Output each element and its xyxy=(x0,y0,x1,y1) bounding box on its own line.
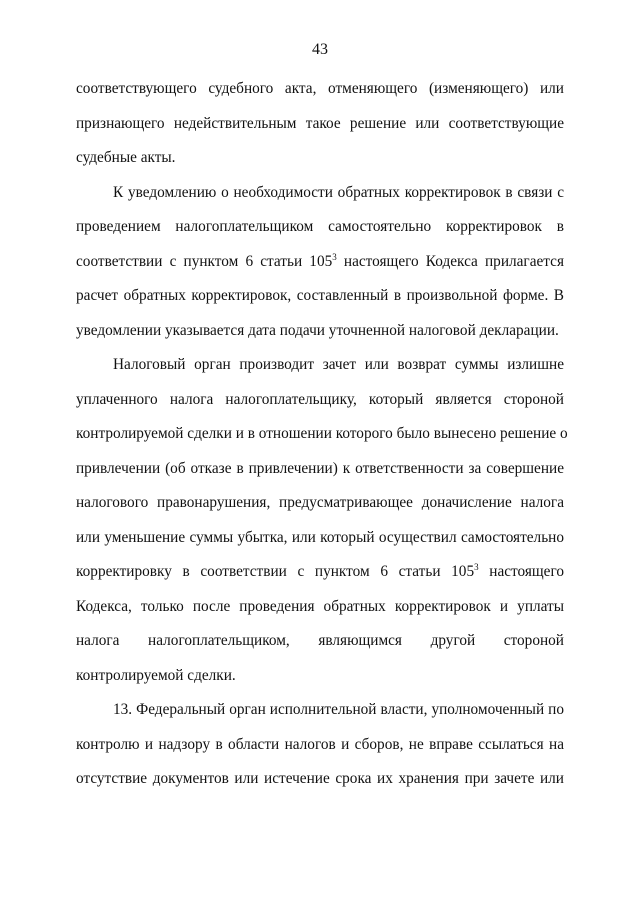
text-line: Налоговый орган производит зачет или возврат суммы излишне xyxy=(113,356,564,373)
text-segment: соответствии с пунктом 6 статьи 105 xyxy=(76,252,333,270)
text-line: 13. Федеральный орган исполнительной власти, уполномоченный по xyxy=(113,701,564,718)
page-number: 43 xyxy=(312,41,328,58)
text-line: уведомлении указывается дата подачи уточненной налоговой декларации. xyxy=(76,321,559,339)
paragraph xyxy=(76,72,564,176)
document-body xyxy=(76,72,568,797)
paragraph xyxy=(76,348,568,693)
text-line: уплаченного налога налогоплательщику, который является стороной xyxy=(76,390,564,408)
text-line: признающего недействительным такое решение или соответствующие xyxy=(76,114,564,132)
text-line: Кодекса, только после проведения обратных корректировок и уплаты xyxy=(76,597,564,615)
text-segment: настоящего xyxy=(478,563,565,580)
text-line: привлечении (об отказе в привлечении) к ответственности за совершение xyxy=(76,459,564,477)
superscript: 3 xyxy=(474,562,479,572)
text-line: контролируемой сделки. xyxy=(76,666,236,684)
text-segment: корректировку в соответствии с пунктом 6 статьи 105 xyxy=(76,563,475,580)
text-line: К уведомлению о необходимости обратных корректировок в связи с xyxy=(113,183,564,201)
text-line-with-superscript xyxy=(76,555,564,590)
text-line: налога налогоплательщиком, являющимся другой стороной xyxy=(76,632,564,649)
text-line: контролируемой сделки и в отношении которого было вынесено решение о xyxy=(76,425,568,442)
superscript: 3 xyxy=(332,251,337,262)
text-segment: настоящего Кодекса прилагается xyxy=(336,252,564,270)
text-line: контролю и надзору в области налогов и сборов, не вправе ссылаться на xyxy=(76,735,564,753)
paragraph xyxy=(76,176,564,349)
text-line: соответствующего судебного акта, отменяющего (изменяющего) или xyxy=(76,80,564,97)
paragraph xyxy=(76,693,564,797)
text-line-with-superscript xyxy=(76,245,564,280)
text-line: расчет обратных корректировок, составленный в произвольной форме. В xyxy=(76,287,564,304)
text-line: судебные акты. xyxy=(76,149,176,166)
text-line: или уменьшение суммы убытка, или который осуществил самостоятельно xyxy=(76,528,564,546)
text-line: отсутствие документов или истечение срока их хранения при зачете или xyxy=(76,770,564,787)
text-line: проведением налогоплательщиком самостоятельно корректировок в xyxy=(76,218,564,235)
text-line: налогового правонарушения, предусматривающее доначисление налога xyxy=(76,494,564,511)
